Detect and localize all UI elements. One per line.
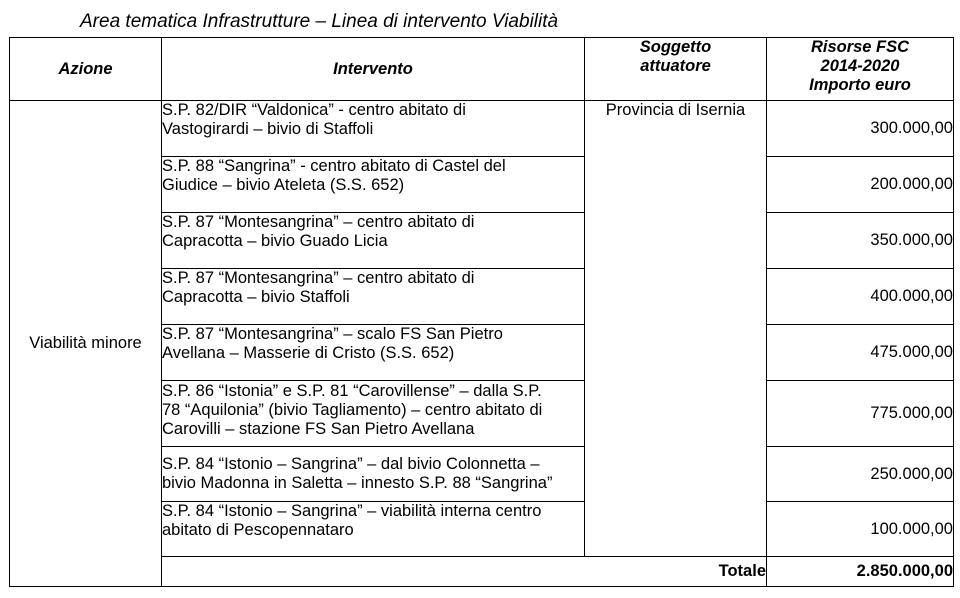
- header-risorse-line: Risorse FSC: [810, 38, 910, 56]
- intervento-cell: [162, 269, 585, 325]
- header-intervento: Intervento: [162, 38, 585, 101]
- intervento-line: S.P. 82/DIR “Valdonica” - centro abitato di: [162, 101, 466, 119]
- interventions-table: [9, 37, 954, 587]
- header-soggetto-line: Soggetto: [639, 38, 712, 56]
- total-label: Totale: [162, 557, 767, 587]
- intervento-line: bivio Madonna in Saletta – innesto S.P. 88 “Sangrina”: [162, 474, 553, 492]
- table-caption: Area tematica Infrastrutture – Linea di intervento Viabilità: [80, 11, 559, 32]
- intervento-line: Capracotta – bivio Guado Licia: [162, 232, 388, 250]
- intervento-line: S.P. 84 “Istonio – Sangrina” – dal bivio Colonnetta –: [162, 455, 540, 473]
- importo-cell: 350.000,00: [767, 213, 954, 269]
- intervento-cell: [162, 447, 585, 502]
- header-risorse-line: Importo euro: [809, 76, 911, 94]
- header-soggetto: [585, 38, 767, 101]
- intervento-cell: [162, 325, 585, 381]
- intervento-cell: [162, 381, 585, 447]
- header-risorse: [767, 38, 954, 101]
- importo-cell: 775.000,00: [767, 381, 954, 447]
- soggetto-cell: Provincia di Isernia: [585, 101, 767, 557]
- intervento-cell: [162, 101, 585, 157]
- intervento-line: Capracotta – bivio Staffoli: [162, 288, 350, 306]
- intervento-line: 78 “Aquilonia” (bivio Tagliamento) – centro abitato di: [162, 401, 543, 419]
- intervento-line: S.P. 87 “Montesangrina” – scalo FS San Pietro: [162, 325, 503, 343]
- header-row: [10, 38, 954, 101]
- intervento-line: Vastogirardi – bivio di Staffoli: [162, 120, 374, 138]
- intervento-line: abitato di Pescopennataro: [162, 521, 354, 539]
- header-azione: Azione: [10, 38, 162, 101]
- total-value: 2.850.000,00: [767, 557, 954, 587]
- intervento-line: Avellana – Masserie di Cristo (S.S. 652): [162, 344, 455, 362]
- intervento-line: S.P. 88 “Sangrina” - centro abitato di Castel del: [162, 157, 506, 175]
- intervento-line: Giudice – bivio Ateleta (S.S. 652): [162, 176, 405, 194]
- intervento-line: S.P. 87 “Montesangrina” – centro abitato di: [162, 269, 475, 287]
- importo-cell: 250.000,00: [767, 447, 954, 502]
- intervento-line: S.P. 86 “Istonia” e S.P. 81 “Carovillense” – dalla S.P.: [162, 382, 542, 400]
- intervento-cell: [162, 502, 585, 557]
- importo-cell: 400.000,00: [767, 269, 954, 325]
- intervento-line: Carovilli – stazione FS San Pietro Avellana: [162, 420, 475, 438]
- intervento-cell: [162, 157, 585, 213]
- importo-cell: 475.000,00: [767, 325, 954, 381]
- intervento-cell: [162, 213, 585, 269]
- intervento-line: S.P. 87 “Montesangrina” – centro abitato di: [162, 213, 475, 231]
- header-soggetto-line: attuatore: [640, 57, 711, 75]
- importo-cell: 100.000,00: [767, 502, 954, 557]
- importo-cell: 300.000,00: [767, 101, 954, 157]
- intervento-line: S.P. 84 “Istonio – Sangrina” – viabilità interna centro: [162, 502, 542, 520]
- header-risorse-line: 2014-2020: [820, 57, 900, 75]
- importo-cell: 200.000,00: [767, 157, 954, 213]
- azione-cell: Viabilità minore: [10, 101, 162, 587]
- table-row: [10, 101, 954, 157]
